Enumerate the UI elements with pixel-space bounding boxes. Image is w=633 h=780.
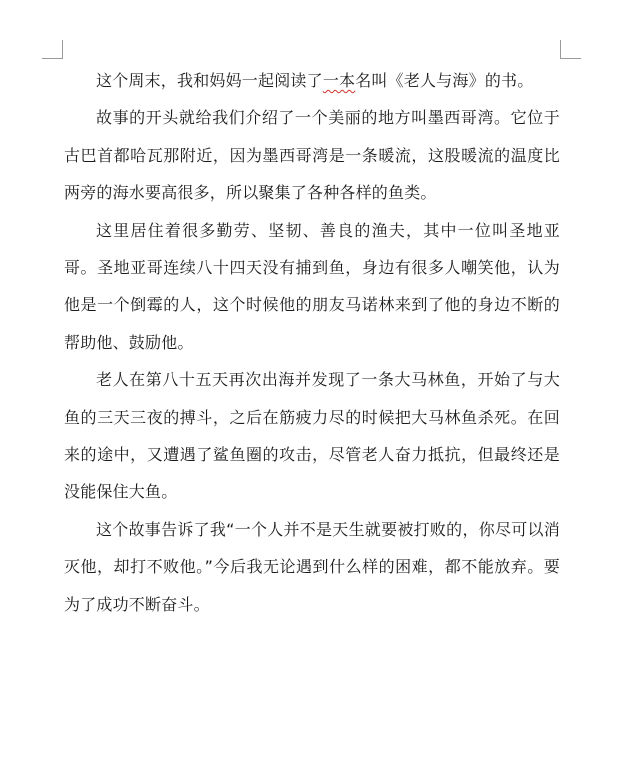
paragraph-1-before: 这个周末，我和妈妈一起阅读了 xyxy=(96,71,323,90)
spellcheck-flagged-word[interactable]: 一本 xyxy=(322,71,356,90)
paragraph-1[interactable] xyxy=(64,62,560,99)
paragraph-5[interactable]: 这个故事告诉了我“一个人并不是天生就要被打败的，你尽可以消灭他，却打不败他。”今后我无论遇到什么样的困难，都不能放弃。要为了成功不断奋斗。 xyxy=(64,519,560,614)
paragraph-2[interactable]: 故事的开头就给我们介绍了一个美丽的地方叫墨西哥湾。它位于古巴首都哈瓦那附近，因为墨西哥湾是一条暖流，这股暖流的温度比两旁的海水要高很多，所以聚集了各种各样的鱼类。 xyxy=(64,108,560,203)
paragraph-1-after: 名叫《老人与海》的书。 xyxy=(355,71,534,90)
paragraph-3[interactable]: 这里居住着很多勤劳、坚韧、善良的渔夫，其中一位叫圣地亚哥。圣地亚哥连续八十四天没有捕到鱼，身边有很多人嘲笑他，认为他是一个倒霉的人，这个时候他的朋友马诺林来到了他的身边不断的帮助他、鼓励他。 xyxy=(64,220,560,352)
top-right-margin-mark xyxy=(560,40,581,59)
paragraph-4[interactable]: 老人在第八十五天再次出海并发现了一条大马林鱼，开始了与大鱼的三天三夜的搏斗，之后在筋疲力尽的时候把大马林鱼杀死。在回来的途中，又遭遇了鲨鱼圈的攻击，尽管老人奋力抵抗，但最终还是没能保住大鱼。 xyxy=(64,370,560,502)
document-body[interactable] xyxy=(64,62,560,623)
top-left-margin-mark xyxy=(42,40,63,59)
